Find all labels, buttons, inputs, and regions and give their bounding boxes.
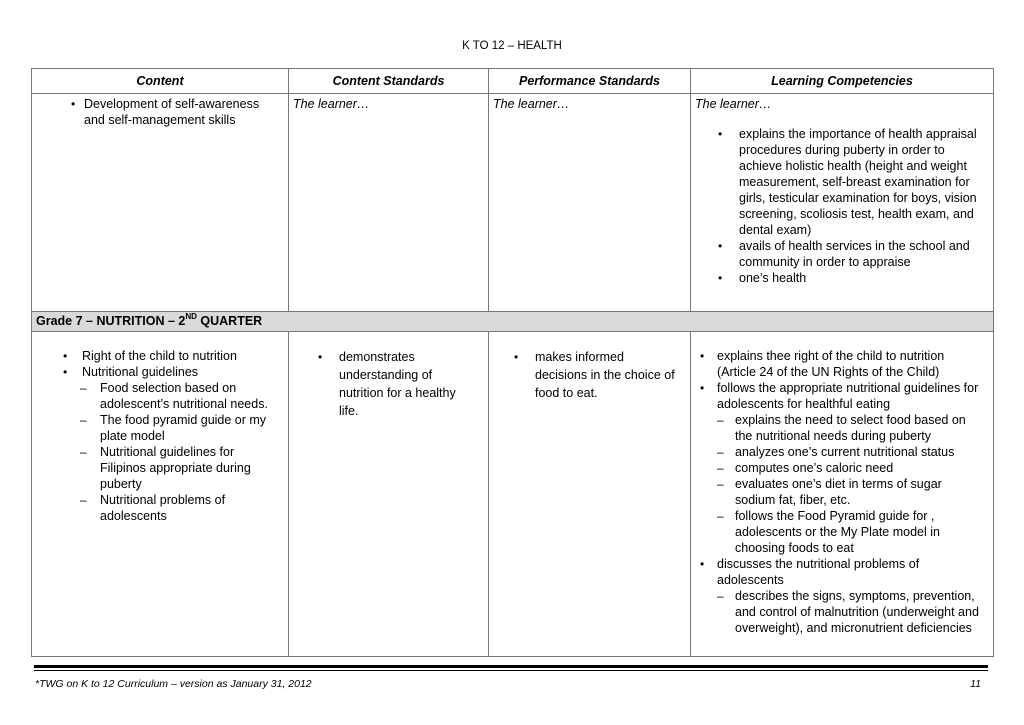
document-title: K TO 12 – HEALTH <box>462 40 562 52</box>
grade-ordinal: ND <box>185 312 197 321</box>
footer-version-note: *TWG on K to 12 Curriculum – version as January 31, 2012 <box>35 678 312 690</box>
grade-row <box>32 312 994 332</box>
learner-intro: The learner… <box>493 97 570 111</box>
sub-list-item: – Nutritional guidelines for Filipinos appropriate during puberty <box>76 444 268 492</box>
sub-list-item: – describes the signs, symptoms, prevention, and control of malnutrition (underweight and overweight), and micronutrient deficiencies <box>713 588 983 636</box>
list-item: • explains thee right of the child to nutrition (Article 24 of the UN Rights of the Child) <box>695 348 985 380</box>
sub-list-item: – evaluates one’s diet in terms of sugar sodium fat, fiber, etc. <box>713 476 983 508</box>
sub-list-item: – computes one’s caloric need <box>713 460 983 476</box>
row1-performance-standards-cell <box>489 94 691 312</box>
row1-content-standards-cell <box>289 94 489 312</box>
row2-content-standards-cell <box>289 332 489 657</box>
header-row <box>32 69 994 94</box>
page-number: 11 <box>970 678 981 690</box>
footer-rule-thin <box>34 670 988 671</box>
list-item: • follows the appropriate nutritional guidelines for adolescents for healthful eating <box>695 380 985 412</box>
learner-intro: The learner… <box>293 97 370 111</box>
sub-list-item: – analyzes one’s current nutritional status <box>713 444 983 460</box>
curriculum-table <box>31 68 994 657</box>
list-item: • demonstrates understanding of nutrition for a healthy life. <box>313 348 470 420</box>
row1-content-cell <box>32 94 289 312</box>
grade-prefix: Grade 7 – NUTRITION – 2 <box>36 314 186 328</box>
sub-list-item: – Nutritional problems of adolescents <box>76 492 268 524</box>
list-item: • one’s health <box>713 270 983 286</box>
footer-rule-thick <box>34 665 988 668</box>
row2-learning-competencies-cell <box>691 332 994 657</box>
sub-list-item: – explains the need to select food based on the nutritional needs during puberty <box>713 412 983 444</box>
list-item: • explains the importance of health appraisal procedures during puberty in order to achieve holistic health (height and weight measurement, self-breast examination for girls, testicular examination for boys, vision screening, scoliosis test, health exam, and dental exam) <box>713 126 983 238</box>
header-content: Content <box>32 69 289 94</box>
grade-heading <box>32 312 994 332</box>
header-performance-standards: Performance Standards <box>489 69 691 94</box>
list-item: • avails of health services in the school and community in order to appraise <box>713 238 983 270</box>
header-learning-competencies: Learning Competencies <box>691 69 994 94</box>
grade-suffix: QUARTER <box>196 314 263 328</box>
list-item: • Nutritional guidelines <box>58 364 284 380</box>
header-content-standards: Content Standards <box>289 69 489 94</box>
list-item: • makes informed decisions in the choice of food to eat. <box>509 348 676 402</box>
list-item: • Development of self-awareness and self-management skills <box>66 96 276 128</box>
list-item: • Right of the child to nutrition <box>58 348 284 364</box>
row2-performance-standards-cell <box>489 332 691 657</box>
sub-list-item: – follows the Food Pyramid guide for , adolescents or the My Plate model in choosing foods to eat <box>713 508 983 556</box>
sub-list-item: – The food pyramid guide or my plate model <box>76 412 268 444</box>
table-row <box>32 94 994 312</box>
list-item: • discusses the nutritional problems of adolescents <box>695 556 985 588</box>
row1-learning-competencies-cell <box>691 94 994 312</box>
row2-content-cell <box>32 332 289 657</box>
table-row <box>32 332 994 657</box>
sub-list-item: – Food selection based on adolescent’s nutritional needs. <box>76 380 268 412</box>
learner-intro: The learner… <box>695 97 772 111</box>
